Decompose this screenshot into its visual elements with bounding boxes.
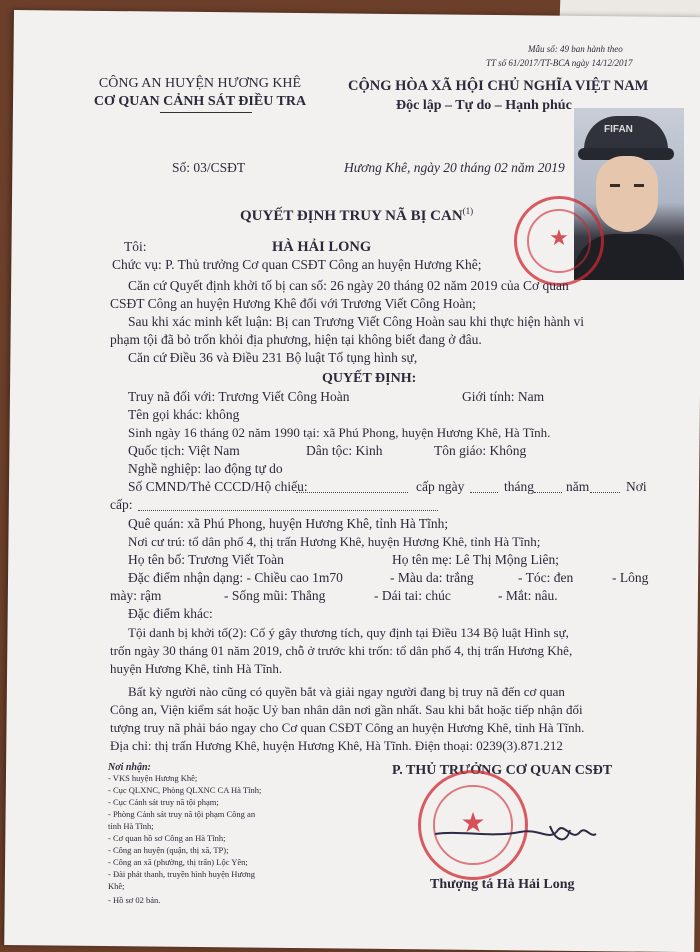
crime-line2: trốn ngày 30 tháng 01 năm 2019, chỗ ở trước khi trốn: tổ dân phố 4, thị trấn Hương Khê, <box>110 643 573 658</box>
recipient-item: Khê; <box>108 881 125 891</box>
form-number-line2: TT số 61/2017/TT-BCA ngày 14/12/2017 <box>486 58 633 68</box>
title-note: (1) <box>462 206 474 216</box>
ho-ten-me: Họ tên mẹ: Lê Thị Mộng Liên; <box>392 552 559 567</box>
ho-ten-bo: Họ tên bố: Trương Viết Toàn <box>128 552 284 567</box>
gioi-tinh: Giới tính: Nam <box>462 389 545 404</box>
long: - Lông <box>612 570 649 585</box>
nam-label: năm <box>566 479 590 494</box>
notice-line4: Địa chỉ: thị trấn Hương Khê, huyện Hương Khê, Hà Tĩnh. Điện thoại: 0239(3).871.212 <box>110 738 563 753</box>
sinh-ngay: Sinh ngày 16 tháng 02 năm 1990 tại: xã Phú Phong, huyện Hương Khê, Hà Tĩnh. <box>128 425 551 440</box>
toc: - Tóc: đen <box>518 570 574 585</box>
issuer-underline <box>160 112 252 113</box>
toi-label: Tôi: <box>124 239 147 254</box>
signer-name: Thượng tá Hà Hải Long <box>430 877 575 892</box>
recipient-item: - Cục Cảnh sát truy nã tội phạm; <box>108 797 219 807</box>
recipient-item: - Hồ sơ 02 bản. <box>108 895 161 905</box>
issuer-line2: CƠ QUAN CẢNH SÁT ĐIỀU TRA <box>93 94 307 109</box>
recipient-item: - VKS huyện Hương Khê; <box>108 773 198 783</box>
form-number-line1: Mẫu số: 49 ban hành theo <box>528 44 623 54</box>
quoc-tich: Quốc tịch: Việt Nam <box>128 443 240 458</box>
sau-khi-a: Sau khi xác minh kết luận: Bị can Trương Viết Công Hoàn sau khi thực hiện hành vi <box>128 314 585 329</box>
cmnd-blank <box>296 492 408 493</box>
cap-ngay: cấp ngày <box>416 479 465 494</box>
recipient-item: - Phòng Cảnh sát truy nã tội phạm Công an <box>108 809 256 819</box>
ton-giao: Tôn giáo: Không <box>434 443 527 458</box>
truy-na-doi-voi: Truy nã đối với: Trương Viết Công Hoàn <box>128 389 350 404</box>
noi-cu-tru: Nơi cư trú: tổ dân phố 4, thị trấn Hương Khê, huyện Hương Khê, tỉnh Hà Tĩnh; <box>128 534 541 549</box>
chuc-vu: Chức vụ: P. Thủ trưởng Cơ quan CSĐT Công an huyện Hương Khê; <box>112 257 482 272</box>
crime-line3: huyện Hương Khê, tỉnh Hà Tĩnh. <box>110 661 283 676</box>
handwritten-signature <box>430 812 600 852</box>
recipients-label: Nơi nhận: <box>108 762 151 773</box>
mat: - Mắt: nâu. <box>498 588 558 603</box>
recipient-item: - Cục QLXNC, Phòng QLXNC CA Hà Tĩnh; <box>108 785 262 795</box>
thang-label: tháng <box>504 479 534 494</box>
dan-toc: Dân tộc: Kinh <box>306 443 383 458</box>
can-cu-1b: CSĐT Công an huyện Hương Khê đối với Trương Viết Công Hoàn; <box>110 296 476 311</box>
sau-khi-b: phạm tội đã bỏ trốn khỏi địa phương, hiện tại không biết đang ở đâu. <box>110 332 482 347</box>
dac-diem-khac: Đặc điểm khác: <box>128 606 213 621</box>
ten-goi-khac: Tên gọi khác: không <box>128 407 240 422</box>
recipient-item: - Công an huyện (quận, thị xã, TP); <box>108 845 229 855</box>
place-blank <box>138 510 438 511</box>
nation-line2: Độc lập – Tự do – Hạnh phúc <box>396 98 572 113</box>
mau-da: - Màu da: trắng <box>390 570 474 585</box>
cmnd-label: Số CMND/Thẻ CCCD/Hộ chiếu: <box>128 479 308 494</box>
que-quan: Quê quán: xã Phú Phong, huyện Hương Khê, tỉnh Hà Tĩnh; <box>128 516 449 531</box>
can-cu-2: Căn cứ Điều 36 và Điều 231 Bộ luật Tố tụng hình sự, <box>128 350 418 365</box>
notice-line3: tượng truy nã phải báo ngay cho Cơ quan CSĐT Công an huyện Hương Khê, tỉnh Hà Tĩnh. <box>110 720 585 735</box>
toi-name: HÀ HẢI LONG <box>272 239 372 255</box>
dac-diem-nhan-dang: Đặc điểm nhận dạng: - Chiều cao 1m70 <box>128 570 343 585</box>
dai-tai: - Dái tai: chúc <box>374 588 451 603</box>
signature-position: P. THỦ TRƯỞNG CƠ QUAN CSĐT <box>392 763 613 778</box>
photo-cap-text: FIFAN <box>604 124 633 135</box>
title-text: QUYẾT ĐỊNH TRUY NÃ BỊ CAN <box>240 208 463 224</box>
issuer-line1: CÔNG AN HUYỆN HƯƠNG KHÊ <box>98 76 302 91</box>
song-mui: - Sống mũi: Thẳng <box>224 588 326 603</box>
seal-stamp-bottom: ★ <box>418 770 528 880</box>
noi-label: Nơi <box>626 479 647 494</box>
seal-stamp-top: ★ <box>514 196 604 286</box>
month-blank <box>534 492 562 493</box>
cap-label: cấp: <box>110 497 133 512</box>
doc-number: Số: 03/CSĐT <box>172 160 246 175</box>
notice-line2: Công an, Viện kiểm sát hoặc Uỷ ban nhân dân nơi gần nhất. Sau khi bắt hoặc tiếp nhận đối <box>110 702 583 717</box>
year-blank <box>590 492 620 493</box>
recipient-item: - Công an xã (phường, thị trấn) Lộc Yên; <box>108 857 248 867</box>
recipient-item: - Cơ quan hồ sơ Công an Hà Tĩnh; <box>108 833 226 843</box>
notice-line1: Bất kỳ người nào cũng có quyền bắt và giải ngay người đang bị truy nã đến cơ quan <box>128 684 565 699</box>
place-date: Hương Khê, ngày 20 tháng 02 năm 2019 <box>344 160 565 175</box>
decision-heading: QUYẾT ĐỊNH: <box>322 371 417 386</box>
document-title <box>240 203 473 224</box>
may: mày: rậm <box>110 588 162 603</box>
crime-line1: Tội danh bị khởi tố(2): Cố ý gây thương tích, quy định tại Điều 134 Bộ luật Hình sự, <box>128 625 569 640</box>
nation-line1: CỘNG HÒA XÃ HỘI CHỦ NGHĨA VIỆT NAM <box>348 78 649 94</box>
can-cu-1a: Căn cứ Quyết định khởi tố bị can số: 26 ngày 20 tháng 02 năm 2019 của Cơ quan <box>128 278 569 293</box>
day-blank <box>470 492 498 493</box>
nghe-nghiep: Nghề nghiệp: lao động tự do <box>128 461 283 476</box>
recipient-item: tỉnh Hà Tĩnh; <box>108 821 154 831</box>
recipient-item: - Đài phát thanh, truyền hình huyện Hương <box>108 869 255 879</box>
